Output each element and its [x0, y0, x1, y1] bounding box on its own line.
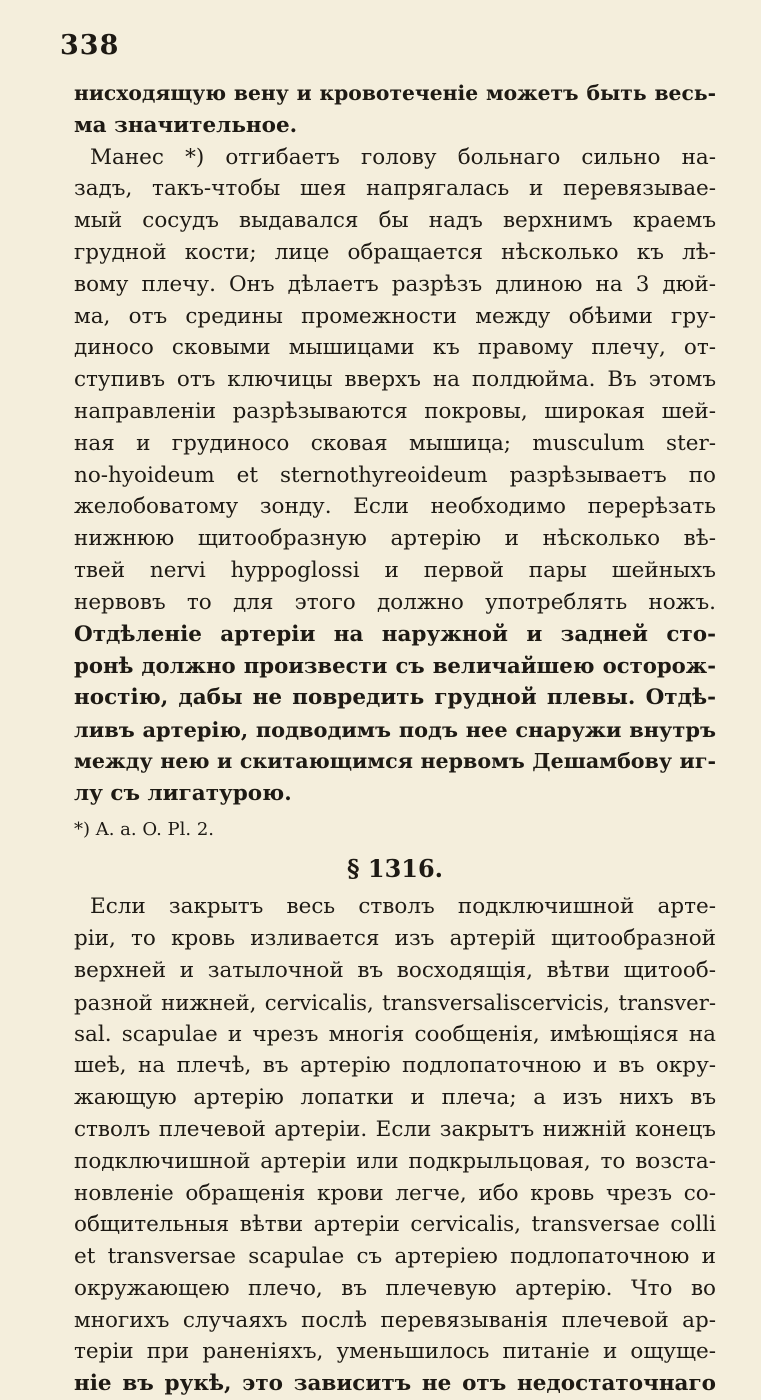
text-line: жающую артерію лопатки и плеча; а изъ нихъ въ — [74, 1085, 716, 1111]
text-line: нервовъ то для этого должно употреблять ножъ. — [74, 589, 716, 615]
text-line: Отдѣленіе артеріи на наружной и задней сто- — [74, 621, 716, 647]
text-line: no-hyoideum et sternothyreoideum разрѣзываетъ по — [74, 462, 716, 488]
text-line: грудной кости; лице обращается нѣсколько къ лѣ- — [74, 239, 716, 265]
paragraph-1 — [74, 78, 716, 142]
text-line: разной нижней, cervicalis, transversaliscervicis, transver- — [74, 989, 716, 1015]
text-line: et transversae scapulae съ артеріею подлопаточною и — [74, 1244, 716, 1270]
text-line: окружающею плечо, въ плечевую артерію. Что во — [74, 1275, 716, 1301]
text-line: ніе въ рукѣ, это зависитъ не отъ недостаточнаго — [74, 1371, 716, 1397]
text-line: твей nervi hyppoglossi и первой пары шейныхъ — [74, 557, 716, 583]
text-line: подключишной артеріи или подкрыльцовая, то возста- — [74, 1148, 716, 1174]
paragraph-3 — [74, 891, 716, 1400]
text-line: задъ, такъ-чтобы шея напрягалась и перевязывае- — [74, 176, 716, 202]
text-line: многихъ случаяхъ послѣ перевязыванія плечевой ар- — [74, 1307, 716, 1333]
text-line: диносо сковыми мышицами къ правому плечу, от- — [74, 335, 716, 361]
text-line: ріи, то кровь изливается изъ артерій щитообразной — [74, 926, 716, 952]
text-line: стволъ плечевой артеріи. Если закрытъ нижній конецъ — [74, 1116, 716, 1142]
text-line: ная и грудиносо сковая мышица; musculum ster- — [74, 430, 716, 456]
text-line: нижнюю щитообразную артерію и нѣсколько вѣ- — [74, 526, 716, 552]
text-line: ма, отъ средины промежности между обѣими гру- — [74, 303, 716, 329]
text-line: ма значительное. — [74, 112, 298, 138]
text-line: нисходящую вену и кровотеченіе можетъ быть весь- — [74, 81, 716, 105]
text-line: sal. scapulae и чрезъ многія сообщенія, имѣющіяся на — [74, 1021, 716, 1047]
text-line: лу съ лигатурою. — [74, 780, 292, 806]
text-line: мый сосудъ выдавался бы надъ верхнимъ краемъ — [74, 208, 716, 234]
text-line: Если закрытъ весь стволъ подключишной арте- — [90, 894, 716, 920]
text-line: шеѣ, на плечѣ, въ артерію подлопаточною и въ окру- — [74, 1053, 716, 1079]
text-line: вому плечу. Онъ дѣлаетъ разрѣзъ длиною на 3 дюй- — [74, 271, 716, 297]
text-line: ступивъ отъ ключицы вверхъ на полдюйма. Въ этомъ — [74, 367, 716, 393]
text-line: Манес *) отгибаетъ голову больнаго сильно на- — [90, 144, 716, 170]
paragraph-2 — [74, 142, 716, 810]
text-line: ливъ артерію, подводимъ подъ нее снаружи внутръ — [74, 716, 716, 742]
text-line: ронѣ должно произвести съ величайшею осторож- — [74, 653, 716, 679]
footnote: *) A. a. O. Pl. 2. — [74, 819, 214, 841]
text-line: желобоватому зонду. Если необходимо перерѣзать — [74, 494, 716, 520]
section-heading: § 1316. — [346, 854, 444, 884]
text-column — [74, 78, 716, 1400]
page-number: 338 — [60, 30, 120, 61]
text-line: общительныя вѣтви артеріи cervicalis, transversae colli — [74, 1212, 716, 1238]
text-line: новленіе обращенія крови легче, ибо кровь чрезъ со- — [74, 1180, 716, 1206]
text-line: теріи при раненіяхъ, уменьшилось питаніе и ощуще- — [74, 1339, 716, 1365]
text-line: ностію, дабы не повредить грудной плевы. Отдѣ- — [74, 685, 716, 711]
text-line: между нею и скитающимся нервомъ Дешамбову иг- — [74, 748, 716, 773]
text-line: направленіи разрѣзываются покровы, широкая шей- — [74, 398, 716, 424]
text-line: верхней и затылочной въ восходящія, вѣтви щитооб- — [74, 957, 716, 983]
